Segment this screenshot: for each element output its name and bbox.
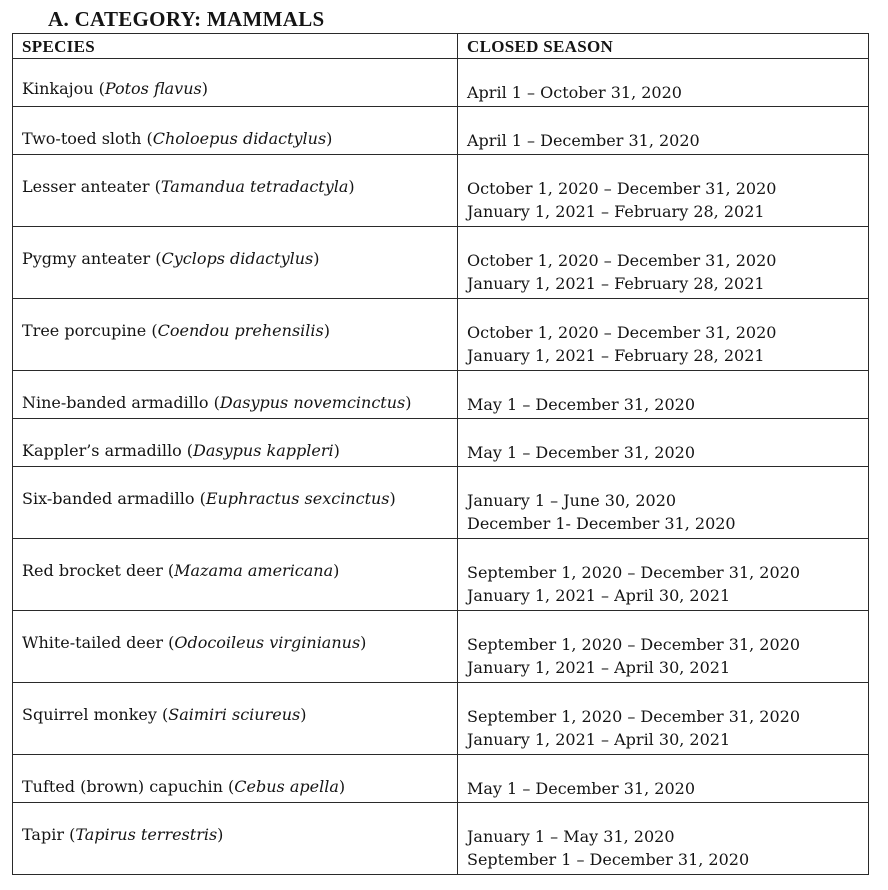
- season-date-range: January 1, 2021 – April 30, 2021: [467, 586, 731, 605]
- closed-season-cell: [458, 371, 869, 419]
- season-date-range: May 1 – December 31, 2020: [467, 779, 695, 798]
- common-name: White-tailed deer (: [22, 633, 175, 652]
- season-date-range: January 1, 2021 – April 30, 2021: [467, 730, 731, 749]
- common-name: Tree porcupine (: [22, 321, 158, 340]
- closing-parenthesis: ): [333, 441, 340, 460]
- header-row: [13, 34, 869, 59]
- species-column-header: SPECIES: [13, 34, 458, 59]
- table-row: [13, 467, 869, 539]
- scientific-name: Cyclops didactylus: [161, 249, 314, 268]
- species-name: [22, 441, 340, 460]
- season-date-range: October 1, 2020 – December 31, 2020: [467, 323, 777, 342]
- scientific-name: Mazama americana: [174, 561, 334, 580]
- scientific-name: Dasypus novemcinctus: [219, 393, 406, 412]
- closing-parenthesis: ): [405, 393, 412, 412]
- common-name: Red brocket deer (: [22, 561, 175, 580]
- species-cell: [13, 611, 458, 683]
- common-name: Kinkajou (: [22, 79, 105, 98]
- table-row: [13, 371, 869, 419]
- common-name: Nine-banded armadillo (: [22, 393, 220, 412]
- closed-season-cell: [458, 59, 869, 107]
- scientific-name: Odocoileus virginianus: [174, 633, 361, 652]
- species-cell: [13, 59, 458, 107]
- species-cell: [13, 155, 458, 227]
- closed-season-cell: [458, 539, 869, 611]
- closing-parenthesis: ): [389, 489, 396, 508]
- table-header: [13, 34, 869, 59]
- common-name: Pygmy anteater (: [22, 249, 162, 268]
- closing-parenthesis: ): [348, 177, 355, 196]
- closing-parenthesis: ): [217, 825, 224, 844]
- common-name: Six-banded armadillo (: [22, 489, 206, 508]
- closed-season-cell: [458, 755, 869, 803]
- species-name: [22, 489, 396, 508]
- season-date-range: September 1 – December 31, 2020: [467, 850, 750, 869]
- table-row: [13, 59, 869, 107]
- species-name: [22, 825, 223, 844]
- closed-season-cell: [458, 803, 869, 875]
- season-date-range: October 1, 2020 – December 31, 2020: [467, 251, 777, 270]
- species-name: [22, 249, 319, 268]
- scientific-name: Choloepus didactylus: [152, 129, 327, 148]
- table-row: [13, 419, 869, 467]
- species-name: [22, 321, 330, 340]
- season-date-range: April 1 – December 31, 2020: [467, 131, 700, 150]
- species-cell: [13, 371, 458, 419]
- scientific-name: Tapirus terrestris: [75, 825, 218, 844]
- species-name: [22, 633, 366, 652]
- scientific-name: Euphractus sexcinctus: [205, 489, 390, 508]
- scientific-name: Dasypus kappleri: [193, 441, 334, 460]
- common-name: Lesser anteater (: [22, 177, 161, 196]
- season-date-range: September 1, 2020 – December 31, 2020: [467, 707, 801, 726]
- species-cell: [13, 299, 458, 371]
- table-row: [13, 755, 869, 803]
- closing-parenthesis: ): [360, 633, 367, 652]
- table-row: [13, 107, 869, 155]
- closing-parenthesis: ): [326, 129, 333, 148]
- closed-season-column-header: CLOSED SEASON: [458, 34, 869, 59]
- season-date-range: October 1, 2020 – December 31, 2020: [467, 179, 777, 198]
- common-name: Tapir (: [22, 825, 76, 844]
- season-date-range: January 1 – May 31, 2020: [467, 827, 675, 846]
- closing-parenthesis: ): [201, 79, 208, 98]
- closing-parenthesis: ): [313, 249, 320, 268]
- species-name: [22, 393, 412, 412]
- season-date-range: December 1- December 31, 2020: [467, 514, 736, 533]
- season-date-range: January 1, 2021 – February 28, 2021: [467, 274, 765, 293]
- species-cell: [13, 419, 458, 467]
- species-cell: [13, 539, 458, 611]
- scientific-name: Saimiri sciureus: [168, 705, 301, 724]
- closed-season-cell: [458, 107, 869, 155]
- season-date-range: January 1 – June 30, 2020: [467, 491, 677, 510]
- closed-season-cell: [458, 299, 869, 371]
- scientific-name: Coendou prehensilis: [157, 321, 324, 340]
- table-row: [13, 155, 869, 227]
- season-date-range: May 1 – December 31, 2020: [467, 395, 695, 414]
- table-row: [13, 803, 869, 875]
- common-name: Two-toed sloth (: [22, 129, 153, 148]
- species-name: [22, 705, 306, 724]
- closed-season-cell: [458, 227, 869, 299]
- species-cell: [13, 755, 458, 803]
- season-date-range: April 1 – October 31, 2020: [467, 83, 682, 102]
- closing-parenthesis: ): [300, 705, 307, 724]
- species-name: [22, 129, 332, 148]
- closed-season-cell: [458, 155, 869, 227]
- species-name: [22, 561, 339, 580]
- scientific-name: Potos flavus: [104, 79, 202, 98]
- table-row: [13, 539, 869, 611]
- closed-season-cell: [458, 611, 869, 683]
- species-cell: [13, 227, 458, 299]
- species-name: [22, 79, 208, 98]
- table-row: [13, 299, 869, 371]
- table-body: [13, 59, 869, 875]
- common-name: Squirrel monkey (: [22, 705, 169, 724]
- season-date-range: January 1, 2021 – April 30, 2021: [467, 658, 731, 677]
- common-name: Tufted (brown) capuchin (: [22, 777, 235, 796]
- species-name: [22, 777, 345, 796]
- scientific-name: Cebus apella: [234, 777, 339, 796]
- scientific-name: Tamandua tetradactyla: [160, 177, 349, 196]
- season-date-range: September 1, 2020 – December 31, 2020: [467, 563, 801, 582]
- closing-parenthesis: ): [333, 561, 340, 580]
- closed-season-table: [12, 33, 869, 875]
- closed-season-cell: [458, 467, 869, 539]
- season-date-range: January 1, 2021 – February 28, 2021: [467, 346, 765, 365]
- closing-parenthesis: ): [323, 321, 330, 340]
- season-date-range: September 1, 2020 – December 31, 2020: [467, 635, 801, 654]
- category-title: A. CATEGORY: MAMMALS: [48, 7, 325, 31]
- table-row: [13, 683, 869, 755]
- season-date-range: January 1, 2021 – February 28, 2021: [467, 202, 765, 221]
- closed-season-cell: [458, 683, 869, 755]
- species-cell: [13, 803, 458, 875]
- common-name: Kappler’s armadillo (: [22, 441, 194, 460]
- table-row: [13, 227, 869, 299]
- season-date-range: May 1 – December 31, 2020: [467, 443, 695, 462]
- closing-parenthesis: ): [338, 777, 346, 796]
- species-cell: [13, 683, 458, 755]
- species-cell: [13, 467, 458, 539]
- species-name: [22, 177, 355, 196]
- table-row: [13, 611, 869, 683]
- closed-season-cell: [458, 419, 869, 467]
- species-cell: [13, 107, 458, 155]
